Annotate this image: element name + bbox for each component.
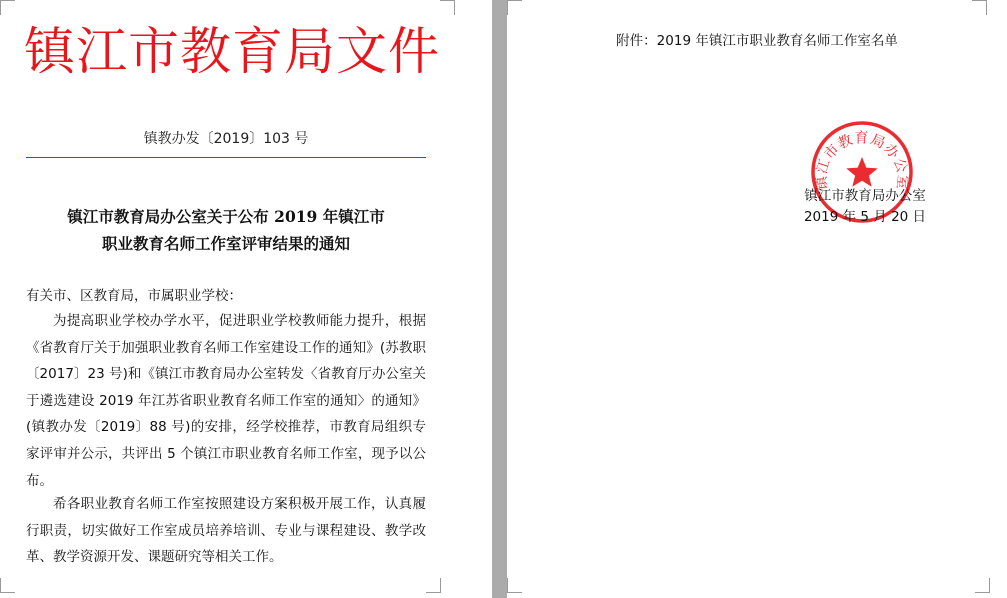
body-paragraph: 希各职业教育名师工作室按照建设方案积极开展工作，认真履行职责，切实做好工作室成员培养培训、专业与课程建设、教学改革、教学资源开发、课题研究等相关工作。: [26, 496, 426, 566]
body-paragraph: 为提高职业学校办学水平，促进职业学校教师能力提升，根据《省教育厅关于加强职业教育名师工作室建设工作的通知》(苏教职〔2017〕23 号)和《镇江市教育局办公室转发〈省教育厅办公室关于遴选建设 2019 年江苏省职业教育名师工作室的通知〉的通知》(镇教办发〔2019〕88 号)的安排，经学校推荐，市教育局组织专家评审并公示，共评出 5 个镇江市职业教育名师工作室，现予以公布。: [26, 313, 426, 489]
corner-mark: [440, 0, 455, 15]
issuer-name: 镇江市教育局办公室: [804, 188, 926, 204]
title-line: 镇江市教育局办公室关于公布 2019 年镇江市: [67, 207, 385, 226]
issue-date: 2019 年 5 月 20 日: [803, 209, 927, 225]
corner-mark: [507, 578, 522, 593]
addressee: 有关市、区教育局，市属职业学校：: [26, 288, 242, 304]
title-line: 职业教育名师工作室评审结果的通知: [101, 234, 350, 253]
document-page-left: [0, 0, 492, 598]
corner-mark: [426, 578, 441, 593]
corner-mark: [0, 0, 15, 15]
seal-text: 镇江市教育局办公室: [813, 130, 911, 191]
corner-mark: [972, 0, 987, 15]
document-page-right: [507, 0, 1007, 598]
signature-block: [781, 186, 949, 228]
header-divider: [26, 157, 426, 158]
corner-mark: [0, 578, 15, 593]
corner-mark: [507, 0, 522, 15]
document-number: 镇教办发〔2019〕103 号: [143, 131, 309, 147]
attachment-title: 附件：2019 年镇江市职业教育名师工作室名单: [616, 33, 898, 49]
corner-mark: [975, 578, 990, 593]
document-title: [26, 203, 426, 257]
document-header: 镇江市教育局文件: [24, 23, 441, 82]
